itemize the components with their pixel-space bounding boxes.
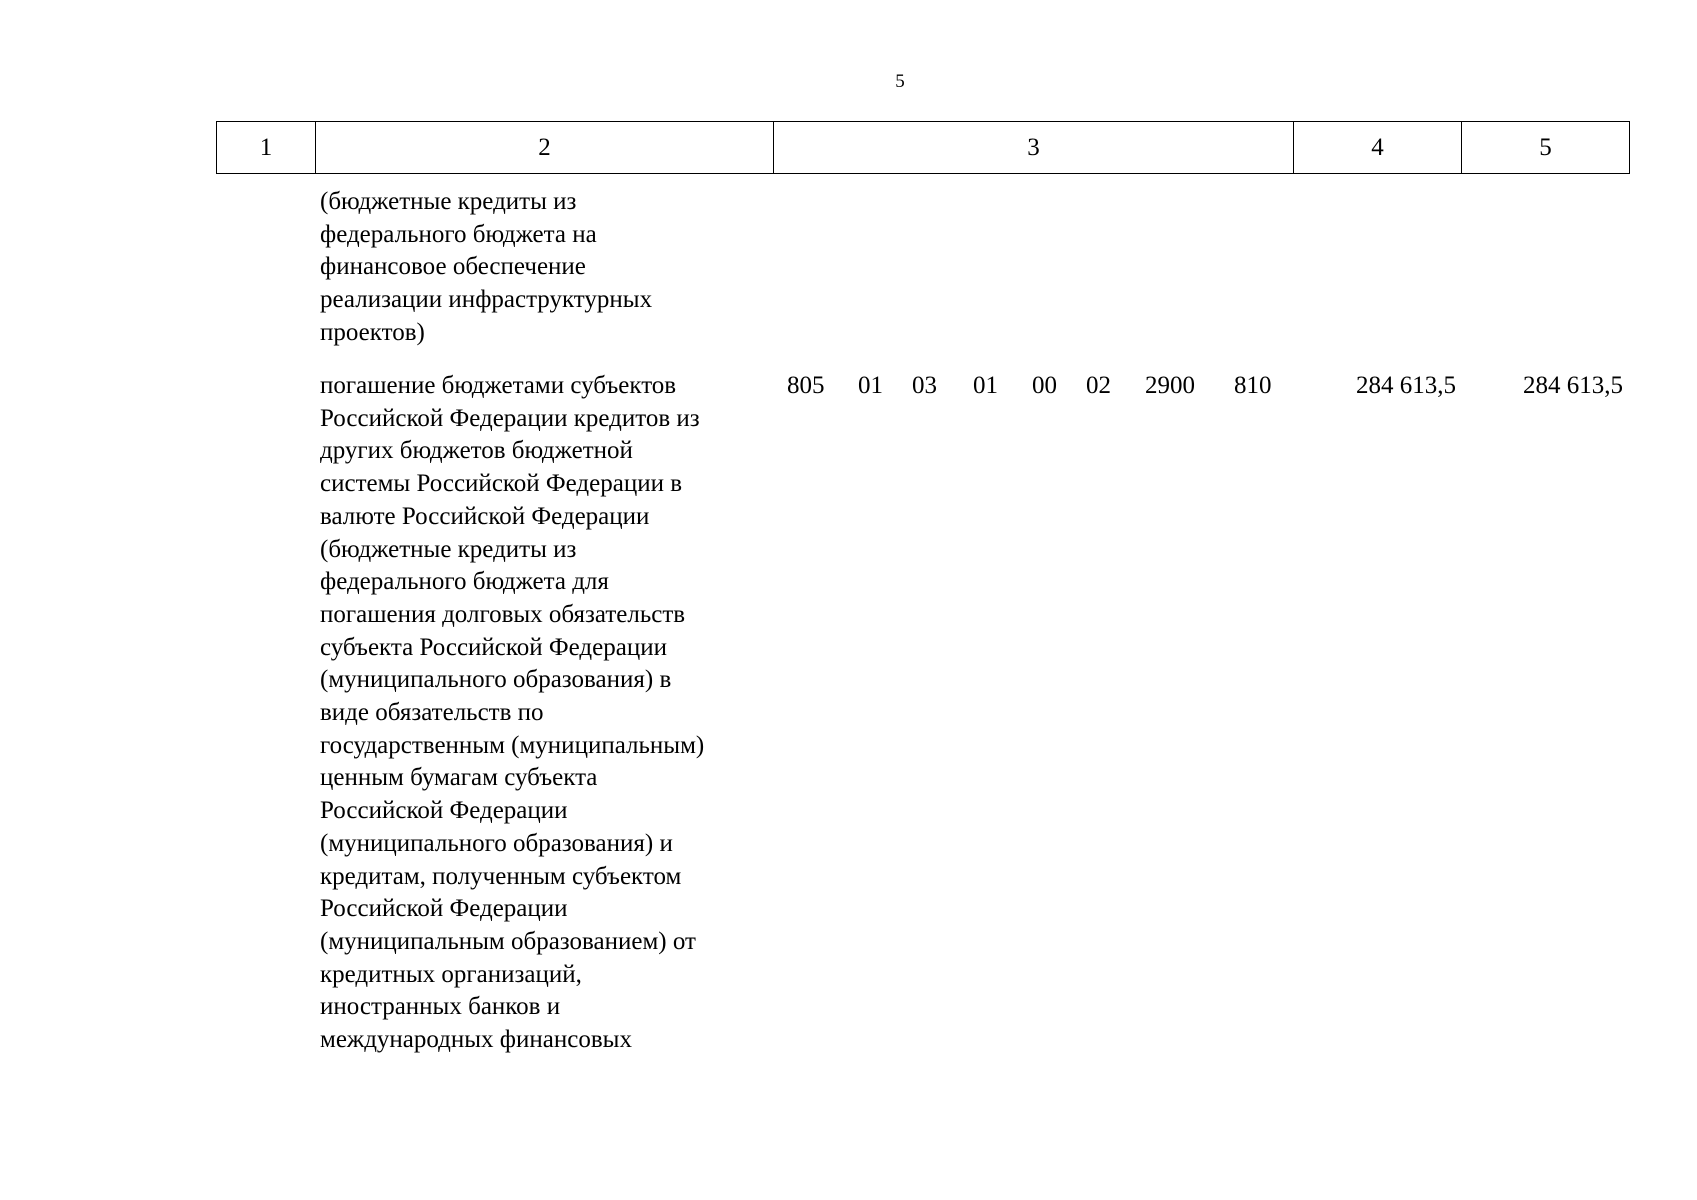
description-line: (бюджетные кредиты из	[320, 535, 577, 563]
description-line: Российской Федерации	[320, 797, 568, 825]
description-line: финансовое обеспечение	[320, 253, 586, 281]
description-line: ценным бумагам субъекта	[320, 764, 598, 792]
continuation-description	[320, 186, 760, 350]
description-line: федерального бюджета на	[320, 220, 597, 248]
description-line: Российской Федерации	[320, 895, 568, 923]
description-line: кредитам, полученным субъектом	[320, 862, 682, 890]
header-column-5: 5	[1539, 133, 1552, 161]
description-line: реализации инфраструктурных	[320, 286, 653, 314]
description-line: (бюджетные кредиты из	[320, 188, 577, 215]
description-line: государственным (муниципальным)	[320, 731, 705, 759]
description-line: погашение бюджетами субъектов	[320, 372, 677, 399]
description-line: кредитных организаций,	[320, 960, 582, 988]
description-line: других бюджетов бюджетной	[320, 437, 633, 465]
budget-code-article: 01	[973, 372, 998, 399]
amount-column-4: 284 613,5	[1356, 372, 1456, 399]
row-description	[320, 370, 760, 1057]
budget-code-subgroup: 03	[912, 372, 937, 399]
description-line: (муниципальным образованием) от	[320, 927, 696, 955]
header-column-1: 1	[217, 122, 316, 173]
description-line: иностранных банков и	[320, 993, 561, 1021]
header-column-3: 3	[774, 122, 1294, 173]
amount-column-5: 284 613,5	[1523, 372, 1623, 399]
description-line: валюте Российской Федерации	[320, 502, 650, 530]
description-line: федерального бюджета для	[320, 568, 609, 596]
header-column-4: 4	[1294, 122, 1462, 173]
budget-code-program: 2900	[1145, 372, 1195, 399]
budget-code-kosgu: 810	[1234, 372, 1272, 399]
description-line: (муниципального образования) в	[320, 666, 672, 694]
budget-code-element: 02	[1086, 372, 1111, 399]
header-column-2: 2	[316, 122, 774, 173]
description-line: погашения долговых обязательств	[320, 600, 686, 628]
description-line: субъекта Российской Федерации	[320, 633, 667, 661]
page-number: 5	[895, 71, 905, 92]
description-line: виде обязательств по	[320, 699, 544, 727]
budget-code-group: 01	[858, 372, 883, 399]
description-line: Российской Федерации кредитов из	[320, 404, 700, 432]
budget-code-admin: 805	[787, 372, 825, 399]
budget-code-subarticle: 00	[1032, 372, 1057, 399]
description-line: (муниципального образования) и	[320, 829, 673, 857]
description-line: проектов)	[320, 318, 425, 346]
description-line: международных финансовых	[320, 1026, 632, 1054]
table-header-row	[216, 121, 1630, 174]
description-line: системы Российской Федерации в	[320, 470, 683, 498]
